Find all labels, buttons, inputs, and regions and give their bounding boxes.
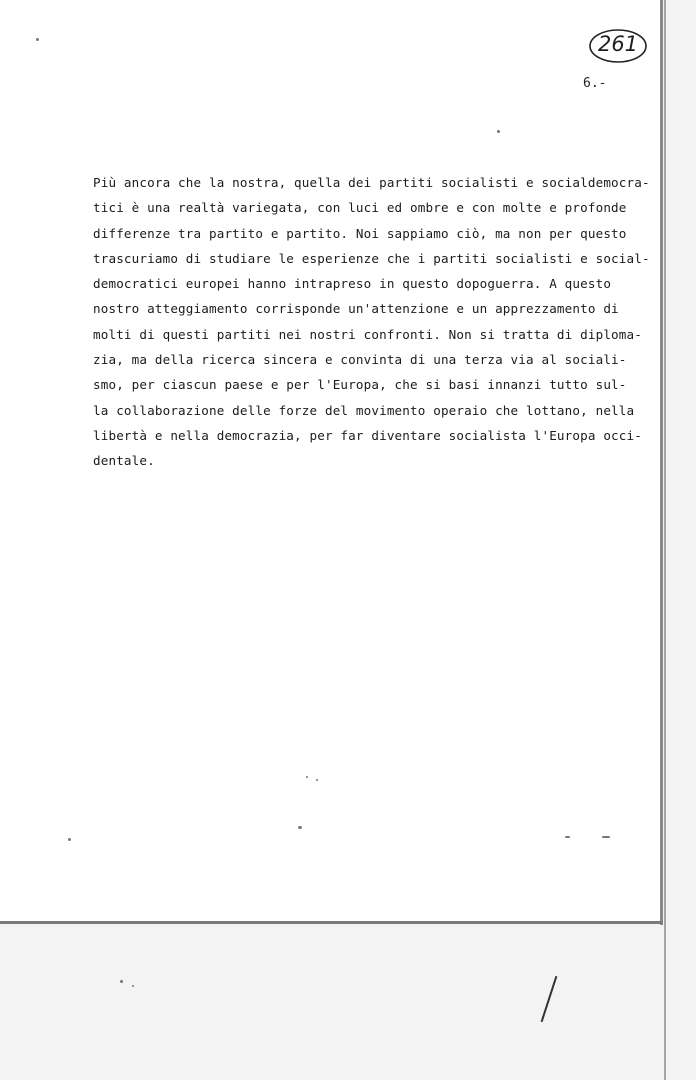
text-line: molti di questi partiti nei nostri confronti. Non si tratta di diploma-	[93, 326, 642, 342]
text-line: differenze tra partito e partito. Noi sappiamo ciò, ma non per questo	[93, 225, 627, 241]
text-line: zia, ma della ricerca sincera e convinta di una terza via al sociali-	[93, 352, 627, 368]
scan-speck	[120, 980, 123, 983]
scan-speck	[306, 776, 308, 778]
scan-speck	[132, 985, 134, 987]
text-line: democratici europei hanno intrapreso in questo dopoguerra. A questo	[93, 276, 612, 292]
body-paragraph	[93, 170, 650, 474]
text-line: la collaborazione delle forze del movimento operaio che lottano, nella	[93, 402, 635, 418]
stamp-number: 261	[597, 32, 639, 56]
background-page-right	[663, 0, 696, 1080]
scan-speck	[298, 826, 302, 829]
background-page-bottom	[0, 924, 696, 1080]
scan-speck	[497, 130, 500, 133]
page-number: 6.-	[583, 76, 607, 91]
scan-speck	[602, 836, 610, 838]
scan-speck	[565, 836, 570, 838]
text-line: Più ancora che la nostra, quella dei partiti socialisti e socialdemocra-	[93, 175, 650, 190]
scan-speck	[68, 838, 71, 841]
archive-stamp	[588, 27, 648, 65]
page-edge-right	[660, 0, 663, 925]
text-line: libertà e nella democrazia, per far diventare socialista l'Europa occi-	[93, 427, 642, 443]
page-edge-bottom	[0, 921, 663, 924]
text-line: smo, per ciascun paese e per l'Europa, che si basi innanzi tutto sul-	[93, 377, 627, 393]
text-line: tici è una realtà variegata, con luci ed ombre e con molte e profonde	[93, 200, 627, 216]
text-line: dentale.	[93, 453, 155, 469]
text-line: nostro atteggiamento corrisponde un'attenzione e un apprezzamento di	[93, 301, 619, 317]
text-line: trascuriamo di studiare le esperienze che i partiti socialisti e social-	[93, 250, 650, 266]
scan-speck	[36, 38, 39, 41]
scan-speck	[316, 779, 318, 781]
scan-border	[664, 0, 666, 1080]
